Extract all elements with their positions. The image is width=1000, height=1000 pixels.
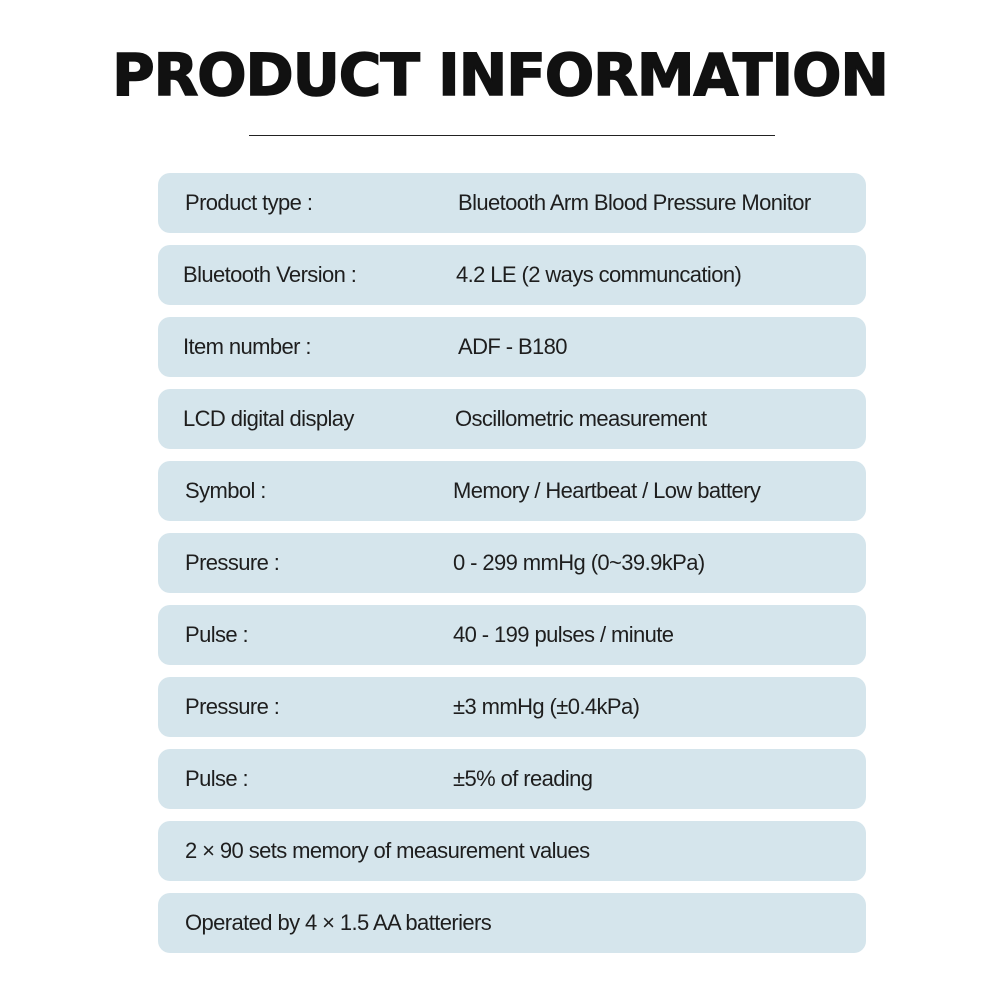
spec-note: Operated by 4 × 1.5 AA batteriers [185, 910, 492, 935]
spec-row-memory [158, 821, 866, 881]
spec-value: Memory / Heartbeat / Low battery [453, 478, 761, 503]
title-divider [249, 135, 775, 136]
spec-label: Symbol : [185, 478, 266, 503]
spec-row-pressure-range [158, 533, 866, 593]
spec-row-item-number [158, 317, 866, 377]
spec-label: Product type : [185, 190, 313, 215]
spec-value: ±3 mmHg (±0.4kPa) [453, 694, 640, 719]
spec-value: Oscillometric measurement [455, 406, 707, 431]
spec-value: ADF - B180 [458, 334, 567, 359]
spec-value: 40 - 199 pulses / minute [453, 622, 674, 647]
spec-value: ±5% of reading [453, 766, 593, 791]
spec-label: Bluetooth Version : [183, 262, 357, 287]
spec-label: Pressure : [185, 550, 280, 575]
spec-row-batteries [158, 893, 866, 953]
spec-note: 2 × 90 sets memory of measurement values [185, 838, 590, 863]
page-title: PRODUCT INFORMATION [112, 41, 888, 109]
spec-row-pulse-range [158, 605, 866, 665]
spec-value: Bluetooth Arm Blood Pressure Monitor [458, 190, 811, 215]
spec-list [158, 173, 866, 965]
spec-label: Pressure : [185, 694, 280, 719]
spec-label: Pulse : [185, 766, 249, 791]
spec-value: 0 - 299 mmHg (0~39.9kPa) [453, 550, 705, 575]
spec-label: Pulse : [185, 622, 249, 647]
spec-row-product-type [158, 173, 866, 233]
spec-row-pressure-accuracy [158, 677, 866, 737]
spec-row-symbol [158, 461, 866, 521]
spec-row-pulse-accuracy [158, 749, 866, 809]
spec-row-lcd-display [158, 389, 866, 449]
spec-value: 4.2 LE (2 ways communcation) [456, 262, 742, 287]
spec-row-bluetooth-version [158, 245, 866, 305]
spec-label: Item number : [183, 334, 311, 359]
spec-label: LCD digital display [183, 406, 354, 431]
